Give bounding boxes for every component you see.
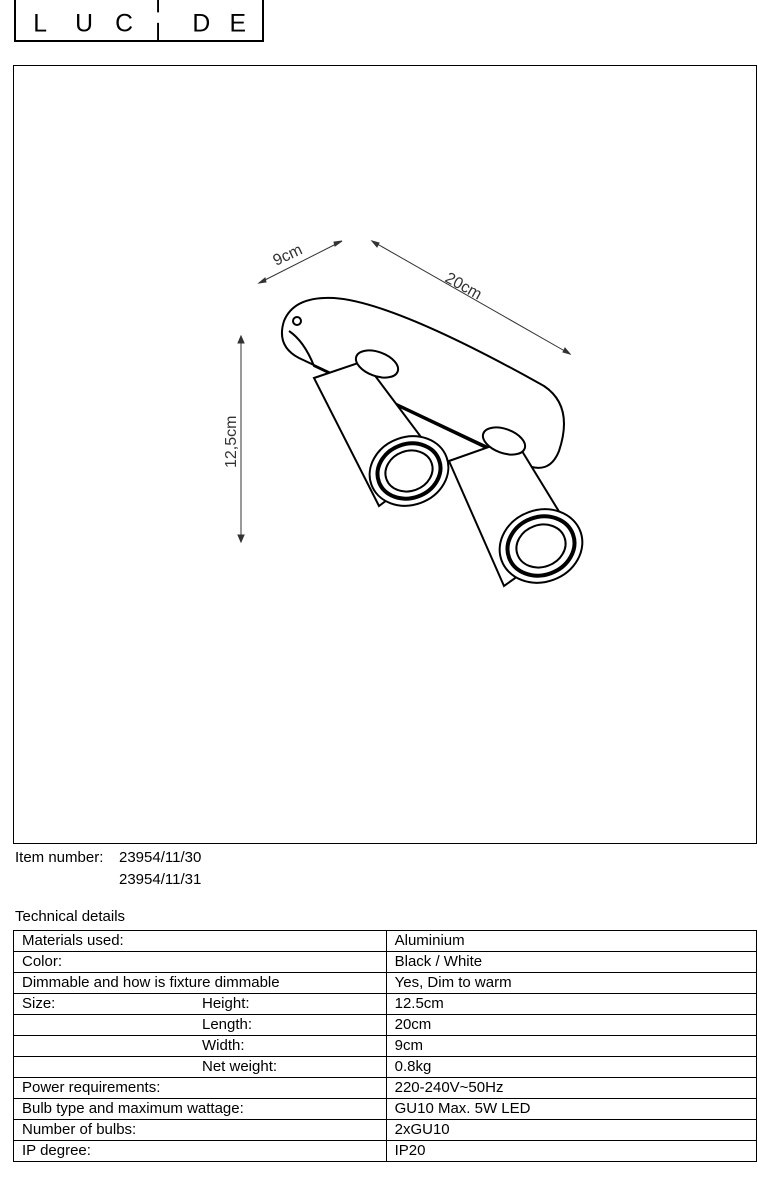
spec-value: GU10 Max. 5W LED <box>386 1099 756 1120</box>
product-drawing <box>14 66 758 845</box>
dim-label-height: 12,5cm <box>223 415 240 468</box>
spec-row <box>14 973 757 994</box>
item-number-1: 23954/11/30 <box>119 849 202 866</box>
logo-letter-c: C <box>115 10 134 38</box>
spec-label: Bulb type and maximum wattage: <box>22 1100 244 1117</box>
spec-sublabel: Width: <box>202 1037 245 1054</box>
logo-letters-graphic <box>16 0 262 40</box>
spec-value: IP20 <box>386 1141 756 1162</box>
spec-label-cell <box>14 1141 387 1162</box>
spec-value: 20cm <box>386 1015 756 1036</box>
dim-arrow-length-a <box>372 241 379 247</box>
technical-details-title: Technical details <box>15 908 126 925</box>
dim-label-length: 20cm <box>442 269 485 304</box>
spec-sublabel: Length: <box>202 1016 253 1033</box>
brand-logo <box>14 0 264 42</box>
spec-row <box>14 1141 757 1162</box>
spec-label: Color: <box>22 953 63 970</box>
item-number-block <box>15 847 201 891</box>
spec-value: 2xGU10 <box>386 1120 756 1141</box>
spec-sublabel: Net weight: <box>202 1058 278 1075</box>
spec-label: Dimmable and how is fixture dimmable <box>22 974 280 991</box>
dim-arrow-length-b <box>563 348 570 354</box>
spec-row <box>14 931 757 952</box>
logo-letter-e: E <box>229 10 246 38</box>
spec-label-cell <box>14 1099 387 1120</box>
spec-row <box>14 1057 757 1078</box>
spec-value: Aluminium <box>386 931 756 952</box>
spec-label-cell <box>14 1078 387 1099</box>
spec-label-cell <box>14 1015 387 1036</box>
dim-arrow-depth-b <box>334 241 342 246</box>
spec-label-cell <box>14 1057 387 1078</box>
spec-row <box>14 1015 757 1036</box>
spec-value: 220-240V~50Hz <box>386 1078 756 1099</box>
spec-value: Black / White <box>386 952 756 973</box>
spec-row <box>14 952 757 973</box>
spec-value: Yes, Dim to warm <box>386 973 756 994</box>
spec-label-cell <box>14 931 387 952</box>
spec-row <box>14 1120 757 1141</box>
mounting-screw <box>293 317 301 325</box>
specs-table <box>13 930 757 1162</box>
dim-label-depth: 9cm <box>270 241 306 270</box>
spec-label: Size: <box>22 995 56 1012</box>
spec-label: Number of bulbs: <box>22 1121 137 1138</box>
spec-label-cell <box>14 952 387 973</box>
logo-letter-l: L <box>33 10 48 38</box>
spec-row <box>14 994 757 1015</box>
spec-label-cell <box>14 973 387 994</box>
spec-label: IP degree: <box>22 1142 91 1159</box>
spec-label: Materials used: <box>22 932 124 949</box>
dim-arrow-height-a <box>238 336 244 343</box>
spec-label-cell <box>14 1120 387 1141</box>
item-number-2: 23954/11/31 <box>119 871 202 888</box>
spec-row <box>14 1099 757 1120</box>
item-number-label: Item number: <box>15 849 104 866</box>
spec-row <box>14 1036 757 1057</box>
spec-value: 9cm <box>386 1036 756 1057</box>
spec-value: 0.8kg <box>386 1057 756 1078</box>
spec-sublabel: Height: <box>202 995 250 1012</box>
logo-letter-d: D <box>192 10 211 38</box>
spec-value: 12.5cm <box>386 994 756 1015</box>
spec-label-cell <box>14 994 387 1015</box>
spec-row <box>14 1078 757 1099</box>
dim-arrow-height-b <box>238 535 244 542</box>
logo-letter-u: U <box>75 10 94 38</box>
spec-label-cell <box>14 1036 387 1057</box>
dim-arrow-depth-a <box>259 278 266 283</box>
spec-label: Power requirements: <box>22 1079 161 1096</box>
product-drawing-frame <box>13 65 757 844</box>
